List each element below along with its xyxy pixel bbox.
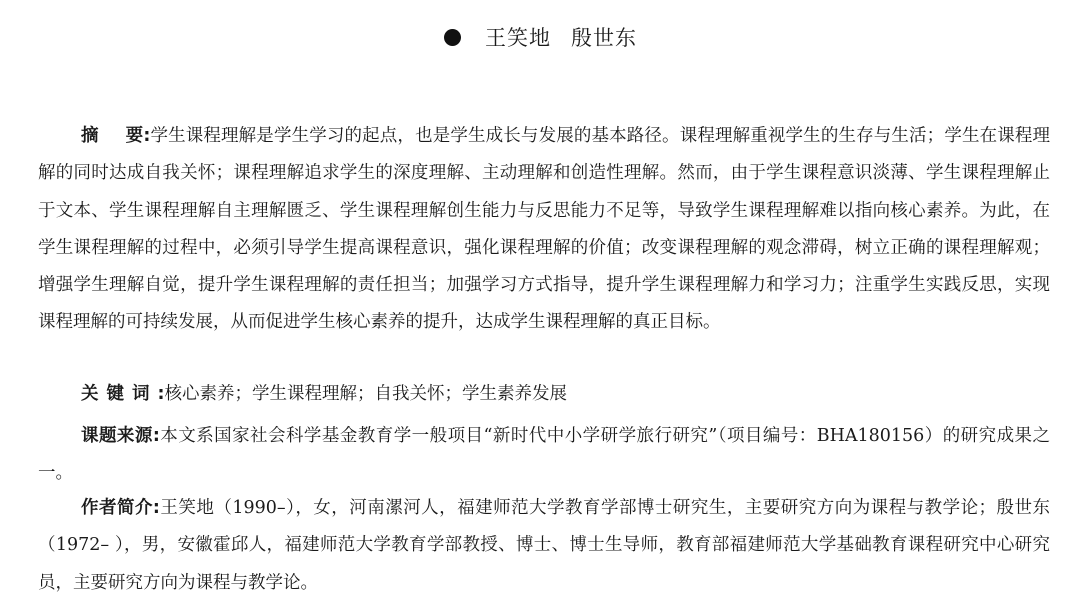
author-intro-colon: : — [152, 498, 160, 518]
abstract-paragraph — [38, 118, 1050, 342]
bullet-icon — [444, 29, 461, 46]
keywords-text: 核心素养；学生课程理解；自我关怀；学生素养发展 — [164, 384, 567, 404]
author-intro-label: 作者简介 — [81, 498, 153, 518]
author-name-1: 王笑地 — [485, 26, 551, 50]
keywords-colon: : — [157, 384, 165, 404]
author-line — [0, 22, 1081, 52]
author-intro-paragraph — [38, 490, 1050, 602]
project-source-colon: : — [152, 426, 160, 446]
project-source-label: 课题来源 — [81, 426, 153, 446]
keywords-paragraph — [38, 376, 1050, 413]
project-source-paragraph — [38, 418, 1050, 493]
keywords-label: 关键词 — [81, 384, 158, 404]
author-intro-text: 王笑地（1990–），女，河南漯河人，福建师范大学教育学部博士研究生，主要研究方向为课程与教学论；殷世东（1972– ），男，安徽霍邱人，福建师范大学教育学部教授、博士、博士生导师，教育部福建师范大学基础教育课程研究中心研究员，主要研究方向为课程与教学论。 — [38, 498, 1050, 593]
abstract-text: 学生课程理解是学生学习的起点，也是学生成长与发展的基本路径。课程理解重视学生的生存与生活；学生在课程理解的同时达成自我关怀；课程理解追求学生的深度理解、主动理解和创造性理解。然而，由于学生课程意识淡薄、学生课程理解止于文本、学生课程理解自主理解匮乏、学生课程理解创生能力与反思能力不足等，导致学生课程理解难以指向核心素养。为此，在学生课程理解的过程中，必须引导学生提高课程意识，强化课程理解的价值；改变课程理解的观念滞碍，树立正确的课程理解观；增强学生理解自觉，提升学生课程理解的责任担当；加强学习方式指导，提升学生课程理解力和学习力；注重学生实践反思，实现课程理解的可持续发展，从而促进学生核心素养的提升，达成学生课程理解的真正目标。 — [38, 126, 1051, 333]
project-source-text: 本文系国家社会科学基金教育学一般项目“新时代中小学研学旅行研究”（项目编号：BHA180156）的研究成果之一。 — [38, 426, 1050, 484]
abstract-label-a: 摘 — [81, 126, 126, 146]
abstract-colon: : — [143, 126, 151, 146]
abstract-label-b: 要 — [125, 126, 144, 146]
author-name-2: 殷世东 — [571, 26, 637, 50]
